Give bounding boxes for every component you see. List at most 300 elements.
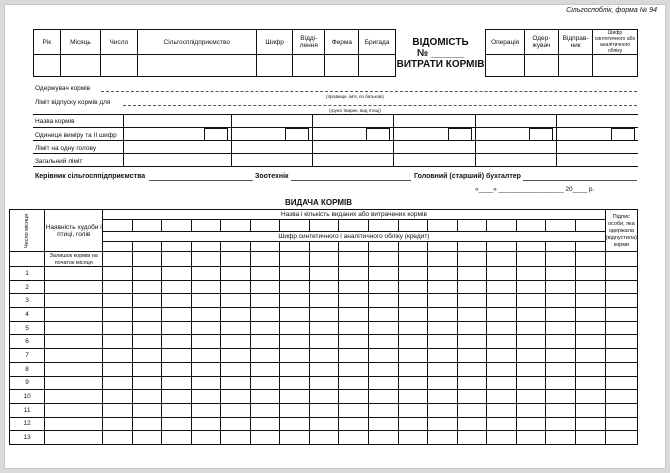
balance-cell[interactable] <box>221 252 251 267</box>
feed-name-cell[interactable] <box>191 220 221 232</box>
feed-quantity-cell[interactable] <box>575 362 605 376</box>
feed-quantity-cell[interactable] <box>546 349 576 363</box>
feed-name-cell[interactable] <box>309 220 339 232</box>
feed-quantity-cell[interactable] <box>191 267 221 281</box>
feed-quantity-cell[interactable] <box>132 390 162 404</box>
feed-quantity-cell[interactable] <box>428 362 458 376</box>
feed-quantity-cell[interactable] <box>398 294 428 308</box>
feed-quantity-cell[interactable] <box>428 280 458 294</box>
feed-quantity-cell[interactable] <box>250 335 280 349</box>
feed-quantity-cell[interactable] <box>339 294 369 308</box>
livestock-cell[interactable] <box>45 321 103 335</box>
feed-name-cell[interactable] <box>487 220 517 232</box>
feed-quantity-cell[interactable] <box>191 362 221 376</box>
feed-name-cell[interactable] <box>428 220 458 232</box>
balance-cell[interactable] <box>487 252 517 267</box>
feed-quantity-cell[interactable] <box>221 280 251 294</box>
code-cell[interactable] <box>132 242 162 252</box>
feed-quantity-cell[interactable] <box>428 376 458 390</box>
feed-quantity-cell[interactable] <box>280 431 310 445</box>
code-cell[interactable] <box>280 242 310 252</box>
enterprise-cell[interactable] <box>137 55 257 77</box>
feed-quantity-cell[interactable] <box>398 403 428 417</box>
code-cell[interactable] <box>575 242 605 252</box>
feed-quantity-cell[interactable] <box>280 390 310 404</box>
code-cell[interactable] <box>250 242 280 252</box>
feed-quantity-cell[interactable] <box>369 321 399 335</box>
feed-quantity-cell[interactable] <box>250 280 280 294</box>
feed-quantity-cell[interactable] <box>132 308 162 322</box>
code-cell[interactable] <box>339 242 369 252</box>
feed-quantity-cell[interactable] <box>221 335 251 349</box>
code-box[interactable] <box>529 128 553 141</box>
feed-quantity-cell[interactable] <box>132 321 162 335</box>
feed-quantity-cell[interactable] <box>369 390 399 404</box>
feed-quantity-cell[interactable] <box>369 349 399 363</box>
feed-quantity-cell[interactable] <box>191 390 221 404</box>
code-cell[interactable] <box>457 242 487 252</box>
feed-quantity-cell[interactable] <box>516 267 546 281</box>
feed-quantity-cell[interactable] <box>103 376 133 390</box>
feed-quantity-cell[interactable] <box>487 431 517 445</box>
livestock-cell[interactable] <box>45 267 103 281</box>
feed-quantity-cell[interactable] <box>221 362 251 376</box>
feed-quantity-cell[interactable] <box>428 431 458 445</box>
feed-quantity-cell[interactable] <box>487 321 517 335</box>
feed-quantity-cell[interactable] <box>309 335 339 349</box>
feed-quantity-cell[interactable] <box>250 321 280 335</box>
livestock-cell[interactable] <box>45 403 103 417</box>
brigade-cell[interactable] <box>359 55 395 77</box>
feed-quantity-cell[interactable] <box>398 390 428 404</box>
code-cell[interactable] <box>369 242 399 252</box>
feed-quantity-cell[interactable] <box>457 335 487 349</box>
feed-quantity-cell[interactable] <box>546 294 576 308</box>
feed-quantity-cell[interactable] <box>369 403 399 417</box>
feed-quantity-cell[interactable] <box>309 417 339 431</box>
feed-name-cell[interactable] <box>103 220 133 232</box>
feed-quantity-cell[interactable] <box>516 321 546 335</box>
livestock-cell[interactable] <box>45 431 103 445</box>
signature-cell[interactable] <box>605 321 637 335</box>
feed-quantity-cell[interactable] <box>309 431 339 445</box>
feed-quantity-cell[interactable] <box>428 267 458 281</box>
feed-quantity-cell[interactable] <box>339 349 369 363</box>
feed-quantity-cell[interactable] <box>191 335 221 349</box>
feed-quantity-cell[interactable] <box>339 376 369 390</box>
feed-name-cell[interactable] <box>221 220 251 232</box>
feed-name-cell[interactable] <box>398 220 428 232</box>
balance-cell[interactable] <box>457 252 487 267</box>
feed-quantity-cell[interactable] <box>575 390 605 404</box>
feed-quantity-cell[interactable] <box>546 280 576 294</box>
feed-quantity-cell[interactable] <box>191 431 221 445</box>
feed-quantity-cell[interactable] <box>103 349 133 363</box>
code-cell[interactable] <box>162 242 192 252</box>
feed-name-cell[interactable] <box>546 220 576 232</box>
feed-quantity-cell[interactable] <box>221 431 251 445</box>
feed-quantity-cell[interactable] <box>191 349 221 363</box>
feed-quantity-cell[interactable] <box>457 417 487 431</box>
balance-cell[interactable] <box>280 252 310 267</box>
feed-quantity-cell[interactable] <box>280 280 310 294</box>
limit-line[interactable] <box>123 105 637 106</box>
feed-quantity-cell[interactable] <box>280 376 310 390</box>
code-box[interactable] <box>448 128 472 141</box>
signature-cell[interactable] <box>605 349 637 363</box>
feed-quantity-cell[interactable] <box>457 308 487 322</box>
feed-quantity-cell[interactable] <box>516 417 546 431</box>
feed-quantity-cell[interactable] <box>516 294 546 308</box>
balance-cell[interactable] <box>250 252 280 267</box>
feed-quantity-cell[interactable] <box>516 362 546 376</box>
code-cell[interactable] <box>103 242 133 252</box>
feed-quantity-cell[interactable] <box>162 321 192 335</box>
feed-quantity-cell[interactable] <box>339 308 369 322</box>
feed-quantity-cell[interactable] <box>398 431 428 445</box>
feed-quantity-cell[interactable] <box>221 403 251 417</box>
code-box[interactable] <box>204 128 228 141</box>
feed-quantity-cell[interactable] <box>250 403 280 417</box>
feed-quantity-cell[interactable] <box>162 431 192 445</box>
feed-quantity-cell[interactable] <box>369 308 399 322</box>
feed-quantity-cell[interactable] <box>575 403 605 417</box>
recipient-line[interactable] <box>101 91 637 92</box>
feed-quantity-cell[interactable] <box>457 294 487 308</box>
feed-quantity-cell[interactable] <box>369 417 399 431</box>
signature-cell[interactable] <box>605 308 637 322</box>
feed-quantity-cell[interactable] <box>103 403 133 417</box>
signature-cell[interactable] <box>605 267 637 281</box>
feed-quantity-cell[interactable] <box>250 376 280 390</box>
feed-quantity-cell[interactable] <box>103 280 133 294</box>
feed-quantity-cell[interactable] <box>339 390 369 404</box>
feed-quantity-cell[interactable] <box>250 417 280 431</box>
feed-quantity-cell[interactable] <box>428 349 458 363</box>
feed-quantity-cell[interactable] <box>309 294 339 308</box>
feed-quantity-cell[interactable] <box>398 376 428 390</box>
feed-quantity-cell[interactable] <box>575 308 605 322</box>
balance-cell[interactable] <box>428 252 458 267</box>
feed-quantity-cell[interactable] <box>339 431 369 445</box>
feed-quantity-cell[interactable] <box>339 267 369 281</box>
balance-cell[interactable] <box>162 252 192 267</box>
feed-quantity-cell[interactable] <box>516 335 546 349</box>
feed-quantity-cell[interactable] <box>191 308 221 322</box>
chief-accountant-line[interactable] <box>523 180 637 181</box>
feed-quantity-cell[interactable] <box>221 417 251 431</box>
feed-quantity-cell[interactable] <box>398 349 428 363</box>
feed-quantity-cell[interactable] <box>487 349 517 363</box>
feed-quantity-cell[interactable] <box>309 349 339 363</box>
feed-name-cell[interactable] <box>162 220 192 232</box>
feed-quantity-cell[interactable] <box>546 267 576 281</box>
feed-quantity-cell[interactable] <box>428 321 458 335</box>
feed-quantity-cell[interactable] <box>516 431 546 445</box>
feed-quantity-cell[interactable] <box>103 321 133 335</box>
code-cell[interactable] <box>398 242 428 252</box>
feed-quantity-cell[interactable] <box>132 376 162 390</box>
feed-quantity-cell[interactable] <box>280 335 310 349</box>
livestock-cell[interactable] <box>45 390 103 404</box>
feed-quantity-cell[interactable] <box>191 376 221 390</box>
feed-name-cell[interactable] <box>457 220 487 232</box>
feed-quantity-cell[interactable] <box>162 335 192 349</box>
head-signature-line[interactable] <box>149 180 253 181</box>
feed-quantity-cell[interactable] <box>250 431 280 445</box>
feed-quantity-cell[interactable] <box>546 390 576 404</box>
feed-quantity-cell[interactable] <box>457 403 487 417</box>
code-cell[interactable] <box>428 242 458 252</box>
signature-cell[interactable] <box>605 294 637 308</box>
balance-cell[interactable] <box>575 252 605 267</box>
feed-quantity-cell[interactable] <box>428 335 458 349</box>
feed-quantity-cell[interactable] <box>457 267 487 281</box>
feed-quantity-cell[interactable] <box>280 417 310 431</box>
feed-quantity-cell[interactable] <box>398 335 428 349</box>
signature-cell[interactable] <box>605 362 637 376</box>
balance-cell[interactable] <box>191 252 221 267</box>
balance-cell[interactable] <box>516 252 546 267</box>
feed-quantity-cell[interactable] <box>103 335 133 349</box>
feed-quantity-cell[interactable] <box>309 376 339 390</box>
feed-quantity-cell[interactable] <box>575 376 605 390</box>
feed-quantity-cell[interactable] <box>398 280 428 294</box>
feed-quantity-cell[interactable] <box>398 308 428 322</box>
signature-cell[interactable] <box>605 431 637 445</box>
feed-quantity-cell[interactable] <box>103 362 133 376</box>
feed-quantity-cell[interactable] <box>280 294 310 308</box>
code-box[interactable] <box>611 128 635 141</box>
feed-quantity-cell[interactable] <box>457 349 487 363</box>
feed-quantity-cell[interactable] <box>516 308 546 322</box>
feed-quantity-cell[interactable] <box>487 403 517 417</box>
feed-quantity-cell[interactable] <box>103 267 133 281</box>
feed-quantity-cell[interactable] <box>280 267 310 281</box>
feed-quantity-cell[interactable] <box>428 294 458 308</box>
feed-quantity-cell[interactable] <box>309 267 339 281</box>
feed-quantity-cell[interactable] <box>191 417 221 431</box>
feed-quantity-cell[interactable] <box>339 321 369 335</box>
code-cell[interactable] <box>546 242 576 252</box>
year-cell[interactable] <box>34 55 61 77</box>
zootechnician-line[interactable] <box>291 180 411 181</box>
feed-name-cell[interactable] <box>339 220 369 232</box>
feed-quantity-cell[interactable] <box>369 376 399 390</box>
feed-quantity-cell[interactable] <box>546 431 576 445</box>
feed-quantity-cell[interactable] <box>162 390 192 404</box>
feed-quantity-cell[interactable] <box>516 349 546 363</box>
feed-quantity-cell[interactable] <box>250 390 280 404</box>
feed-quantity-cell[interactable] <box>162 403 192 417</box>
feed-quantity-cell[interactable] <box>132 335 162 349</box>
feed-quantity-cell[interactable] <box>575 335 605 349</box>
feed-quantity-cell[interactable] <box>280 308 310 322</box>
code-cell[interactable] <box>257 55 293 77</box>
feed-quantity-cell[interactable] <box>309 390 339 404</box>
synthetic-code-cell[interactable] <box>593 55 638 77</box>
feed-quantity-cell[interactable] <box>191 294 221 308</box>
code-cell[interactable] <box>191 242 221 252</box>
code-cell[interactable] <box>516 242 546 252</box>
feed-quantity-cell[interactable] <box>428 403 458 417</box>
feed-quantity-cell[interactable] <box>369 362 399 376</box>
balance-cell[interactable] <box>369 252 399 267</box>
feed-quantity-cell[interactable] <box>339 362 369 376</box>
feed-quantity-cell[interactable] <box>575 321 605 335</box>
department-cell[interactable] <box>293 55 325 77</box>
feed-quantity-cell[interactable] <box>250 349 280 363</box>
feed-quantity-cell[interactable] <box>132 417 162 431</box>
feed-quantity-cell[interactable] <box>339 403 369 417</box>
feed-quantity-cell[interactable] <box>369 280 399 294</box>
feed-quantity-cell[interactable] <box>250 308 280 322</box>
signature-cell[interactable] <box>605 390 637 404</box>
feed-quantity-cell[interactable] <box>162 417 192 431</box>
feed-quantity-cell[interactable] <box>162 267 192 281</box>
feed-quantity-cell[interactable] <box>398 321 428 335</box>
signature-cell[interactable] <box>605 417 637 431</box>
feed-quantity-cell[interactable] <box>516 390 546 404</box>
feed-quantity-cell[interactable] <box>457 321 487 335</box>
signature-cell[interactable] <box>605 376 637 390</box>
balance-cell[interactable] <box>339 252 369 267</box>
feed-quantity-cell[interactable] <box>575 349 605 363</box>
feed-quantity-cell[interactable] <box>398 267 428 281</box>
feed-quantity-cell[interactable] <box>221 308 251 322</box>
feed-quantity-cell[interactable] <box>162 376 192 390</box>
feed-quantity-cell[interactable] <box>457 431 487 445</box>
feed-quantity-cell[interactable] <box>516 280 546 294</box>
feed-quantity-cell[interactable] <box>546 403 576 417</box>
balance-cell[interactable] <box>132 252 162 267</box>
feed-quantity-cell[interactable] <box>221 390 251 404</box>
code-box[interactable] <box>366 128 390 141</box>
feed-quantity-cell[interactable] <box>162 362 192 376</box>
feed-quantity-cell[interactable] <box>339 280 369 294</box>
feed-quantity-cell[interactable] <box>221 267 251 281</box>
feed-quantity-cell[interactable] <box>398 362 428 376</box>
feed-quantity-cell[interactable] <box>132 280 162 294</box>
feed-quantity-cell[interactable] <box>280 362 310 376</box>
feed-quantity-cell[interactable] <box>546 321 576 335</box>
feed-name-cell[interactable] <box>516 220 546 232</box>
signature-cell[interactable] <box>605 280 637 294</box>
feed-quantity-cell[interactable] <box>487 362 517 376</box>
feed-quantity-cell[interactable] <box>487 335 517 349</box>
code-cell[interactable] <box>309 242 339 252</box>
signature-cell[interactable] <box>605 403 637 417</box>
feed-quantity-cell[interactable] <box>575 280 605 294</box>
feed-quantity-cell[interactable] <box>103 390 133 404</box>
feed-quantity-cell[interactable] <box>398 417 428 431</box>
feed-quantity-cell[interactable] <box>309 280 339 294</box>
feed-quantity-cell[interactable] <box>369 335 399 349</box>
date-line[interactable]: «____» __________________ 20____ р. <box>475 186 595 193</box>
feed-quantity-cell[interactable] <box>428 308 458 322</box>
feed-quantity-cell[interactable] <box>191 280 221 294</box>
feed-quantity-cell[interactable] <box>546 308 576 322</box>
feed-quantity-cell[interactable] <box>103 417 133 431</box>
livestock-cell[interactable] <box>45 308 103 322</box>
feed-name-cell[interactable] <box>280 220 310 232</box>
receiver-cell[interactable] <box>524 55 558 77</box>
feed-quantity-cell[interactable] <box>369 431 399 445</box>
feed-quantity-cell[interactable] <box>546 417 576 431</box>
feed-quantity-cell[interactable] <box>487 267 517 281</box>
feed-quantity-cell[interactable] <box>457 376 487 390</box>
feed-quantity-cell[interactable] <box>162 349 192 363</box>
feed-quantity-cell[interactable] <box>428 390 458 404</box>
feed-quantity-cell[interactable] <box>457 362 487 376</box>
balance-signature-cell[interactable] <box>605 252 637 267</box>
feed-quantity-cell[interactable] <box>132 349 162 363</box>
feed-quantity-cell[interactable] <box>546 376 576 390</box>
feed-quantity-cell[interactable] <box>487 308 517 322</box>
feed-quantity-cell[interactable] <box>575 267 605 281</box>
balance-cell[interactable] <box>103 252 133 267</box>
feed-quantity-cell[interactable] <box>221 321 251 335</box>
feed-quantity-cell[interactable] <box>250 294 280 308</box>
feed-quantity-cell[interactable] <box>487 376 517 390</box>
feed-quantity-cell[interactable] <box>191 403 221 417</box>
feed-quantity-cell[interactable] <box>516 403 546 417</box>
feed-quantity-cell[interactable] <box>162 280 192 294</box>
feed-quantity-cell[interactable] <box>250 362 280 376</box>
feed-quantity-cell[interactable] <box>191 321 221 335</box>
feed-quantity-cell[interactable] <box>309 308 339 322</box>
feed-quantity-cell[interactable] <box>487 294 517 308</box>
feed-quantity-cell[interactable] <box>221 349 251 363</box>
livestock-cell[interactable] <box>45 362 103 376</box>
feed-quantity-cell[interactable] <box>487 390 517 404</box>
feed-quantity-cell[interactable] <box>369 267 399 281</box>
feed-quantity-cell[interactable] <box>428 417 458 431</box>
livestock-cell[interactable] <box>45 349 103 363</box>
feed-quantity-cell[interactable] <box>339 417 369 431</box>
feed-quantity-cell[interactable] <box>487 280 517 294</box>
feed-quantity-cell[interactable] <box>339 335 369 349</box>
feed-quantity-cell[interactable] <box>487 417 517 431</box>
feed-quantity-cell[interactable] <box>280 321 310 335</box>
feed-quantity-cell[interactable] <box>546 362 576 376</box>
livestock-cell[interactable] <box>45 280 103 294</box>
feed-quantity-cell[interactable] <box>132 362 162 376</box>
feed-quantity-cell[interactable] <box>103 431 133 445</box>
feed-quantity-cell[interactable] <box>250 267 280 281</box>
livestock-cell[interactable] <box>45 417 103 431</box>
signature-cell[interactable] <box>605 335 637 349</box>
day-cell[interactable] <box>101 55 137 77</box>
feed-quantity-cell[interactable] <box>575 417 605 431</box>
feed-quantity-cell[interactable] <box>280 403 310 417</box>
feed-quantity-cell[interactable] <box>575 294 605 308</box>
feed-quantity-cell[interactable] <box>457 280 487 294</box>
feed-quantity-cell[interactable] <box>221 294 251 308</box>
livestock-cell[interactable] <box>45 294 103 308</box>
feed-quantity-cell[interactable] <box>457 390 487 404</box>
feed-quantity-cell[interactable] <box>221 376 251 390</box>
feed-name-cell[interactable] <box>369 220 399 232</box>
feed-quantity-cell[interactable] <box>162 294 192 308</box>
feed-quantity-cell[interactable] <box>369 294 399 308</box>
feed-quantity-cell[interactable] <box>309 321 339 335</box>
feed-name-cell[interactable] <box>575 220 605 232</box>
feed-quantity-cell[interactable] <box>103 294 133 308</box>
code-box[interactable] <box>285 128 309 141</box>
feed-quantity-cell[interactable] <box>516 376 546 390</box>
feed-quantity-cell[interactable] <box>309 403 339 417</box>
